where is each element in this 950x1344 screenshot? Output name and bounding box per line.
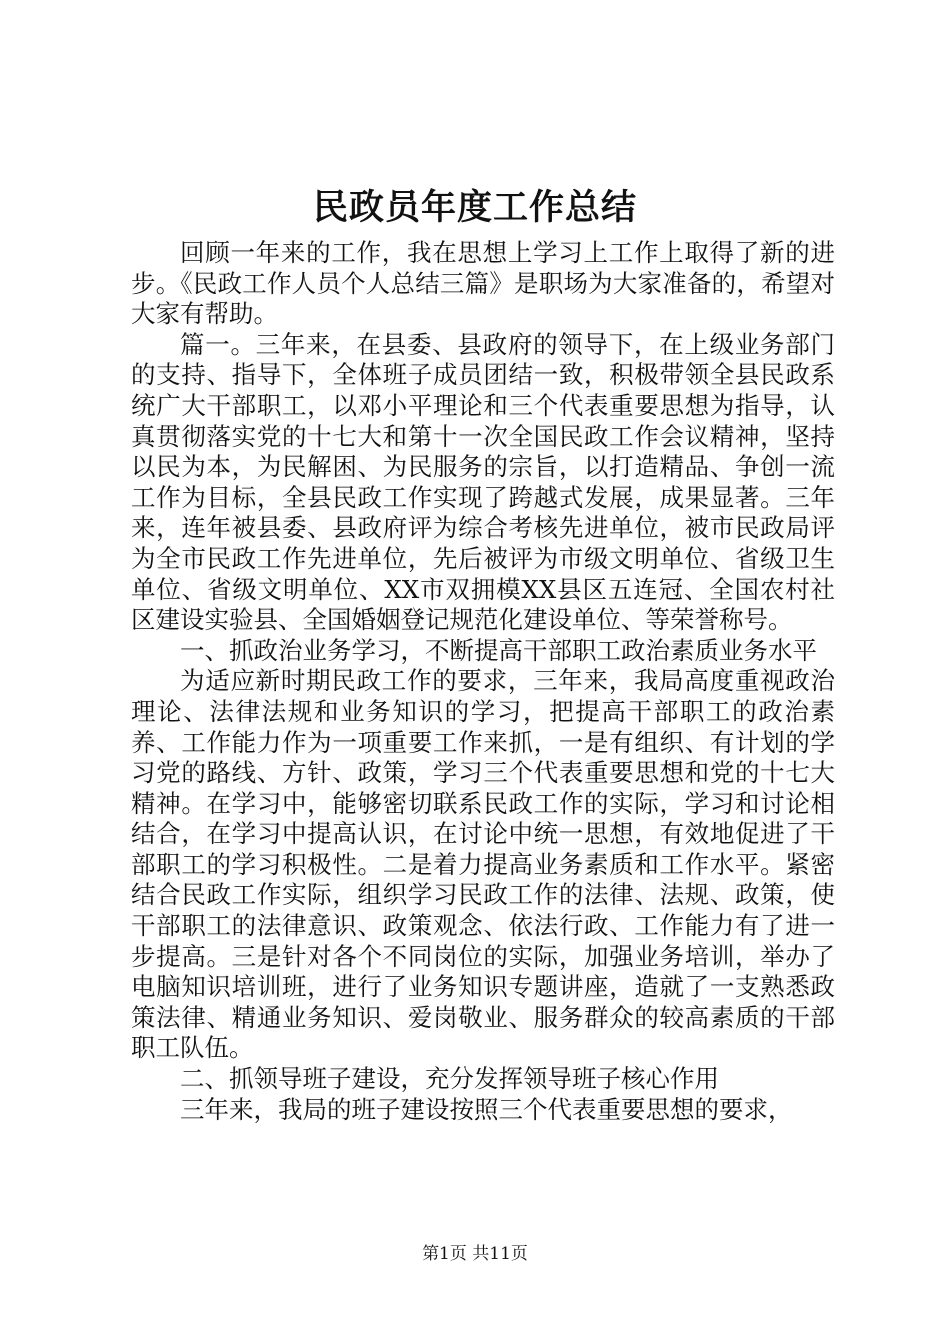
page-number: 第1页 共11页	[422, 1244, 528, 1264]
paragraph-intro: 回顾一年来的工作，我在思想上学习上工作上取得了新的进步。《民政工作人员个人总结三篇》是职场为大家准备的，希望对大家有帮助。	[131, 238, 835, 329]
section-heading-two: 二、抓领导班子建设，充分发挥领导班子核心作用	[180, 1064, 719, 1094]
section-heading-one: 一、抓政治业务学习，不断提高干部职工政治素质业务水平	[180, 635, 817, 665]
paragraph-leadership: 三年来，我局的班子建设按照三个代表重要思想的要求，	[180, 1094, 793, 1124]
document-body	[131, 238, 835, 1125]
paragraph-study: 为适应新时期民政工作的要求，三年来，我局高度重视政治理论、法律法规和业务知识的学习，把提高干部职工的政治素养、工作能力作为一项重要工作来抓，一是有组织、有计划的学习党的路线、方针、政策，学习三个代表重要思想和党的十七大精神。在学习中，能够密切联系民政工作的实际，学习和讨论相结合，在学习中提高认识，在讨论中统一思想，有效地促进了干部职工的学习积极性。二是着力提高业务素质和工作水平。紧密结合民政工作实际，组织学习民政工作的法律、法规、政策，使干部职工的法律意识、政策观念、依法行政、工作能力有了进一步提高。三是针对各个不同岗位的实际，加强业务培训，举办了电脑知识培训班，进行了业务知识专题讲座，造就了一支熟悉政策法律、精通业务知识、爱岗敬业、服务群众的较高素质的干部职工队伍。	[131, 666, 835, 1063]
paragraph-part-one: 篇一。三年来，在县委、县政府的领导下，在上级业务部门的支持、指导下，全体班子成员团结一致，积极带领全县民政系统广大干部职工，以邓小平理论和三个代表重要思想为指导，认真贯彻落实党的十七大和第十一次全国民政工作会议精神，坚持以民为本，为民解困、为民服务的宗旨，以打造精品、争创一流工作为目标，全县民政工作实现了跨越式发展，成果显著。三年来，连年被县委、县政府评为综合考核先进单位，被市民政局评为全市民政工作先进单位，先后被评为市级文明单位、省级卫生单位、省级文明单位、XX市双拥模XX县区五连冠、全国农村社区建设实验县、全国婚姻登记规范化建设单位、等荣誉称号。	[131, 329, 835, 635]
document-title: 民政员年度工作总结	[312, 187, 637, 228]
